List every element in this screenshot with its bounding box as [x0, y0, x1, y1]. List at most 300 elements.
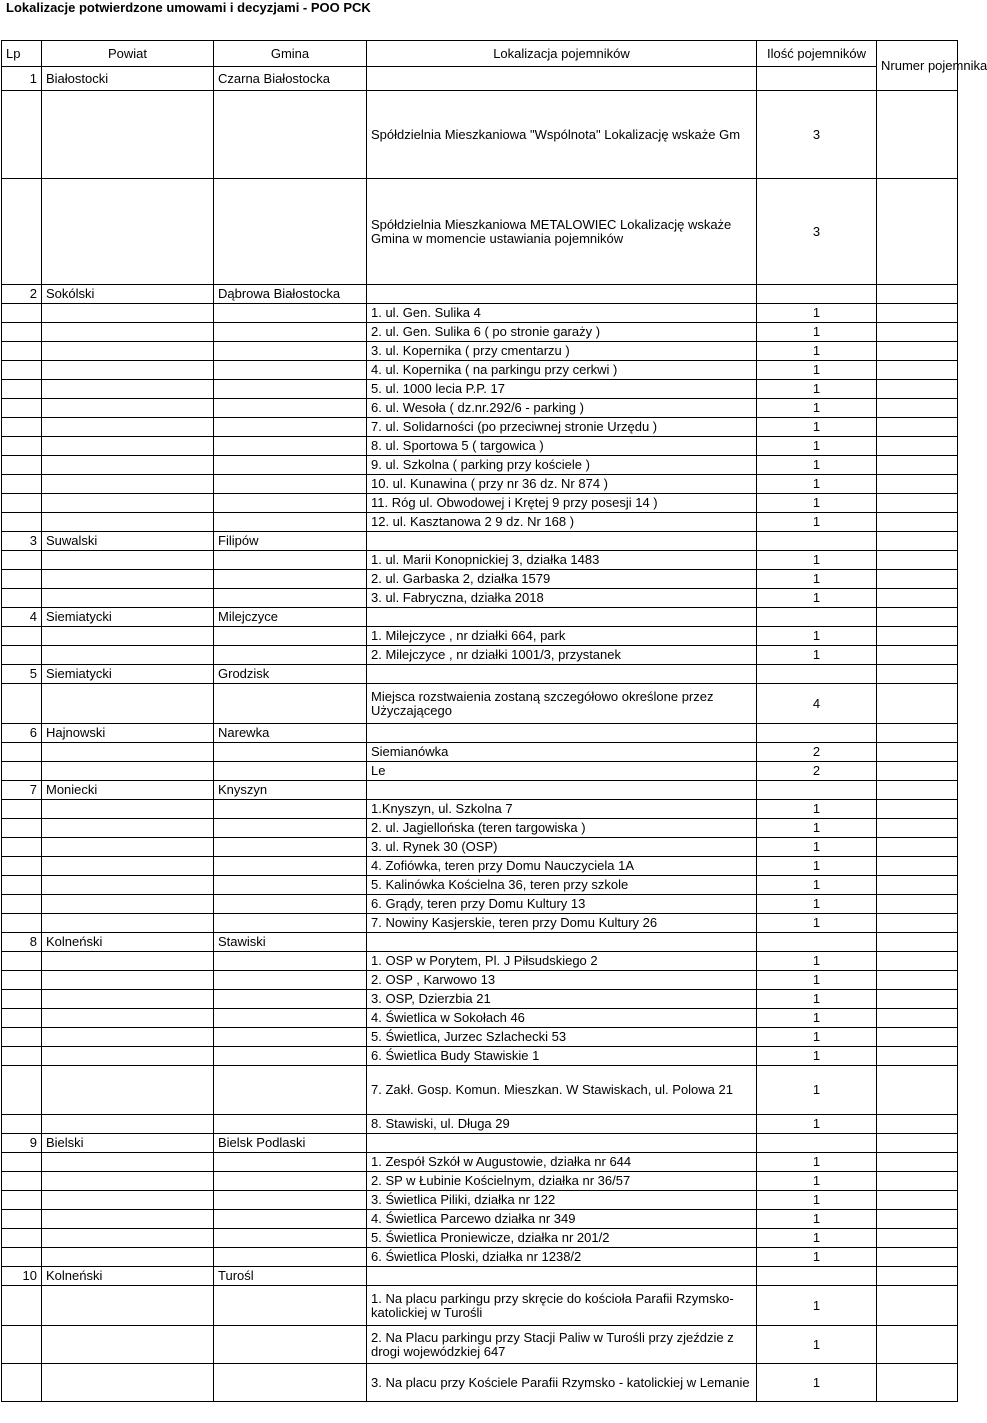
row-location-empty — [367, 608, 757, 627]
cell-qty: 1 — [757, 1326, 877, 1364]
table-row — [2, 990, 958, 1009]
row-qty-empty — [757, 724, 877, 743]
cell-powiat-empty — [42, 418, 214, 437]
cell-qty: 1 — [757, 1229, 877, 1248]
cell-lp-empty — [2, 361, 42, 380]
row-lp: 10 — [2, 1267, 42, 1286]
cell-lp-empty — [2, 684, 42, 724]
cell-nr-empty — [877, 1115, 958, 1134]
cell-nr-empty — [877, 494, 958, 513]
cell-gmina-empty — [214, 914, 367, 933]
cell-lp-empty — [2, 876, 42, 895]
row-powiat: Kolneński — [42, 1267, 214, 1286]
cell-qty: 1 — [757, 380, 877, 399]
cell-location: 3. ul. Kopernika ( przy cmentarzu ) — [367, 342, 757, 361]
cell-location: 1. Na placu parkingu przy skręcie do kościoła Parafii Rzymsko-katolickiej w Turośli — [367, 1286, 757, 1326]
cell-location: 4. Zofiówka, teren przy Domu Nauczyciela 1A — [367, 857, 757, 876]
table-row — [2, 179, 958, 285]
table-row — [2, 971, 958, 990]
row-powiat: Hajnowski — [42, 724, 214, 743]
cell-nr-empty — [877, 304, 958, 323]
cell-gmina-empty — [214, 342, 367, 361]
cell-lp-empty — [2, 91, 42, 179]
cell-qty: 1 — [757, 1364, 877, 1402]
cell-nr-empty — [877, 513, 958, 532]
table-row — [2, 1248, 958, 1267]
cell-location: 7. Nowiny Kasjerskie, teren przy Domu Kultury 26 — [367, 914, 757, 933]
cell-powiat-empty — [42, 684, 214, 724]
cell-nr-empty — [877, 1286, 958, 1326]
cell-qty: 1 — [757, 1028, 877, 1047]
cell-gmina-empty — [214, 570, 367, 589]
cell-lp-empty — [2, 1248, 42, 1267]
cell-gmina-empty — [214, 971, 367, 990]
cell-qty: 1 — [757, 857, 877, 876]
row-lp: 2 — [2, 285, 42, 304]
row-qty-empty — [757, 67, 877, 91]
cell-location: 7. ul. Solidarności (po przeciwnej stronie Urzędu ) — [367, 418, 757, 437]
cell-location: 1.Knyszyn, ul. Szkolna 7 — [367, 800, 757, 819]
cell-location: 5. Świetlica, Jurzec Szlachecki 53 — [367, 1028, 757, 1047]
row-qty-empty — [757, 608, 877, 627]
table-row — [2, 838, 958, 857]
table-row — [2, 952, 958, 971]
cell-nr-empty — [877, 800, 958, 819]
table-row — [2, 1326, 958, 1364]
cell-qty: 1 — [757, 1047, 877, 1066]
cell-nr-empty — [877, 1364, 958, 1402]
row-gmina: Knyszyn — [214, 781, 367, 800]
cell-lp-empty — [2, 646, 42, 665]
cell-lp-empty — [2, 1326, 42, 1364]
cell-nr-empty — [877, 380, 958, 399]
cell-powiat-empty — [42, 513, 214, 532]
cell-powiat-empty — [42, 762, 214, 781]
cell-location: 7. Zakł. Gosp. Komun. Mieszkan. W Stawiskach, ul. Polowa 21 — [367, 1066, 757, 1115]
cell-location: Le — [367, 762, 757, 781]
cell-lp-empty — [2, 990, 42, 1009]
cell-powiat-empty — [42, 1248, 214, 1267]
cell-qty: 1 — [757, 646, 877, 665]
cell-location: 2. Na Placu parkingu przy Stacji Paliw w Turośli przy zjeździe z drogi wojewódzkiej 647 — [367, 1326, 757, 1364]
table-row — [2, 762, 958, 781]
table-row — [2, 437, 958, 456]
row-location-empty — [367, 532, 757, 551]
cell-nr-empty — [877, 914, 958, 933]
row-location-empty — [367, 1267, 757, 1286]
cell-powiat-empty — [42, 399, 214, 418]
cell-powiat-empty — [42, 551, 214, 570]
group-row — [2, 724, 958, 743]
table-row — [2, 361, 958, 380]
cell-nr-empty — [877, 838, 958, 857]
group-row — [2, 933, 958, 952]
table-row — [2, 914, 958, 933]
cell-lp-empty — [2, 895, 42, 914]
cell-lp-empty — [2, 589, 42, 608]
page-title: Lokalizacje potwierdzone umowami i decyzjami - POO PCK — [6, 0, 371, 15]
cell-location: 11. Róg ul. Obwodowej i Krętej 9 przy posesji 14 ) — [367, 494, 757, 513]
cell-qty: 1 — [757, 456, 877, 475]
row-powiat: Moniecki — [42, 781, 214, 800]
table-row — [2, 1115, 958, 1134]
cell-lp-empty — [2, 971, 42, 990]
cell-powiat-empty — [42, 1210, 214, 1229]
cell-qty: 1 — [757, 1153, 877, 1172]
row-lp: 6 — [2, 724, 42, 743]
cell-lp-empty — [2, 304, 42, 323]
cell-qty: 1 — [757, 819, 877, 838]
table-row — [2, 627, 958, 646]
cell-location: 1. Milejczyce , nr działki 664, park — [367, 627, 757, 646]
table-row — [2, 876, 958, 895]
cell-location: 4. Świetlica Parcewo działka nr 349 — [367, 1210, 757, 1229]
cell-gmina-empty — [214, 1229, 367, 1248]
table-row — [2, 646, 958, 665]
cell-gmina-empty — [214, 437, 367, 456]
cell-lp-empty — [2, 819, 42, 838]
table-row — [2, 1153, 958, 1172]
row-lp: 1 — [2, 67, 42, 91]
cell-gmina-empty — [214, 1172, 367, 1191]
cell-nr-empty — [877, 1326, 958, 1364]
cell-nr-empty — [877, 1248, 958, 1267]
table-row — [2, 1286, 958, 1326]
table-row — [2, 380, 958, 399]
row-lp: 7 — [2, 781, 42, 800]
cell-qty: 2 — [757, 743, 877, 762]
cell-nr-empty — [877, 1210, 958, 1229]
cell-qty: 1 — [757, 914, 877, 933]
row-nr-empty — [877, 1134, 958, 1153]
cell-lp-empty — [2, 1066, 42, 1115]
cell-powiat-empty — [42, 627, 214, 646]
cell-qty: 3 — [757, 179, 877, 285]
cell-qty: 4 — [757, 684, 877, 724]
row-powiat: Siemiatycki — [42, 608, 214, 627]
cell-gmina-empty — [214, 1191, 367, 1210]
cell-powiat-empty — [42, 646, 214, 665]
cell-gmina-empty — [214, 179, 367, 285]
table-row — [2, 475, 958, 494]
cell-qty: 1 — [757, 399, 877, 418]
cell-lp-empty — [2, 762, 42, 781]
cell-gmina-empty — [214, 1028, 367, 1047]
cell-nr-empty — [877, 1229, 958, 1248]
cell-lp-empty — [2, 380, 42, 399]
header-ilosc: Ilość pojemników — [757, 41, 877, 67]
cell-nr-empty — [877, 475, 958, 494]
group-row — [2, 665, 958, 684]
table-row — [2, 819, 958, 838]
cell-gmina-empty — [214, 91, 367, 179]
cell-gmina-empty — [214, 1115, 367, 1134]
cell-qty: 1 — [757, 513, 877, 532]
group-row — [2, 532, 958, 551]
row-qty-empty — [757, 665, 877, 684]
cell-qty: 1 — [757, 551, 877, 570]
cell-location: 4. Świetlica w Sokołach 46 — [367, 1009, 757, 1028]
cell-powiat-empty — [42, 971, 214, 990]
cell-gmina-empty — [214, 1286, 367, 1326]
row-location-empty — [367, 933, 757, 952]
cell-location: 3. ul. Rynek 30 (OSP) — [367, 838, 757, 857]
row-location-empty — [367, 665, 757, 684]
cell-location: Miejsca rozstwaienia zostaną szczegółowo określone przez Użyczającego — [367, 684, 757, 724]
cell-nr-empty — [877, 895, 958, 914]
cell-gmina-empty — [214, 1153, 367, 1172]
cell-gmina-empty — [214, 990, 367, 1009]
cell-gmina-empty — [214, 819, 367, 838]
cell-location: 9. ul. Szkolna ( parking przy kościele ) — [367, 456, 757, 475]
header-gmina: Gmina — [214, 41, 367, 67]
cell-qty: 1 — [757, 494, 877, 513]
cell-lp-empty — [2, 1210, 42, 1229]
cell-qty: 1 — [757, 1066, 877, 1115]
cell-lp-empty — [2, 418, 42, 437]
cell-location: 2. OSP , Karwowo 13 — [367, 971, 757, 990]
row-qty-empty — [757, 781, 877, 800]
row-gmina: Czarna Białostocka — [214, 67, 367, 91]
cell-powiat-empty — [42, 456, 214, 475]
row-location-empty — [367, 724, 757, 743]
cell-nr-empty — [877, 91, 958, 179]
cell-gmina-empty — [214, 475, 367, 494]
cell-location: 1. ul. Gen. Sulika 4 — [367, 304, 757, 323]
group-row — [2, 608, 958, 627]
row-gmina: Turośl — [214, 1267, 367, 1286]
cell-nr-empty — [877, 1153, 958, 1172]
group-row — [2, 1267, 958, 1286]
cell-nr-empty — [877, 1066, 958, 1115]
row-powiat: Sokólski — [42, 285, 214, 304]
cell-location: 3. Świetlica Piliki, działka nr 122 — [367, 1191, 757, 1210]
cell-gmina-empty — [214, 1210, 367, 1229]
cell-nr-empty — [877, 1191, 958, 1210]
cell-nr-empty — [877, 323, 958, 342]
locations-table — [1, 40, 987, 1402]
cell-qty: 1 — [757, 1248, 877, 1267]
cell-lp-empty — [2, 342, 42, 361]
cell-lp-empty — [2, 513, 42, 532]
row-gmina: Narewka — [214, 724, 367, 743]
cell-powiat-empty — [42, 361, 214, 380]
cell-gmina-empty — [214, 684, 367, 724]
cell-qty: 1 — [757, 437, 877, 456]
cell-powiat-empty — [42, 1286, 214, 1326]
cell-location: 1. ul. Marii Konopnickiej 3, działka 1483 — [367, 551, 757, 570]
cell-gmina-empty — [214, 494, 367, 513]
cell-qty: 1 — [757, 1191, 877, 1210]
cell-nr-empty — [877, 990, 958, 1009]
row-location-empty — [367, 1134, 757, 1153]
cell-powiat-empty — [42, 838, 214, 857]
cell-nr-empty — [877, 876, 958, 895]
row-qty-empty — [757, 532, 877, 551]
cell-qty: 1 — [757, 570, 877, 589]
cell-gmina-empty — [214, 876, 367, 895]
header-powiat: Powiat — [42, 41, 214, 67]
row-lp: 9 — [2, 1134, 42, 1153]
cell-powiat-empty — [42, 91, 214, 179]
cell-location: 2. ul. Gen. Sulika 6 ( po stronie garaży ) — [367, 323, 757, 342]
cell-qty: 1 — [757, 589, 877, 608]
cell-gmina-empty — [214, 857, 367, 876]
cell-powiat-empty — [42, 876, 214, 895]
cell-location: 4. ul. Kopernika ( na parkingu przy cerkwi ) — [367, 361, 757, 380]
cell-lp-empty — [2, 494, 42, 513]
cell-lp-empty — [2, 838, 42, 857]
cell-lp-empty — [2, 857, 42, 876]
cell-lp-empty — [2, 1009, 42, 1028]
cell-powiat-empty — [42, 589, 214, 608]
table-row — [2, 456, 958, 475]
table-row — [2, 1364, 958, 1402]
row-qty-empty — [757, 1267, 877, 1286]
cell-powiat-empty — [42, 323, 214, 342]
cell-gmina-empty — [214, 551, 367, 570]
cell-powiat-empty — [42, 952, 214, 971]
cell-nr-empty — [877, 1172, 958, 1191]
row-qty-empty — [757, 285, 877, 304]
cell-powiat-empty — [42, 437, 214, 456]
cell-lp-empty — [2, 952, 42, 971]
cell-qty: 1 — [757, 838, 877, 857]
cell-lp-empty — [2, 1172, 42, 1191]
cell-location: 5. ul. 1000 lecia P.P. 17 — [367, 380, 757, 399]
row-nr-empty — [877, 285, 958, 304]
cell-qty: 1 — [757, 971, 877, 990]
cell-gmina-empty — [214, 304, 367, 323]
cell-powiat-empty — [42, 304, 214, 323]
row-powiat: Kolneński — [42, 933, 214, 952]
cell-qty: 2 — [757, 762, 877, 781]
cell-location: 8. Stawiski, ul. Długa 29 — [367, 1115, 757, 1134]
cell-qty: 1 — [757, 1286, 877, 1326]
row-gmina: Grodzisk — [214, 665, 367, 684]
table-row — [2, 551, 958, 570]
table-row — [2, 399, 958, 418]
cell-nr-empty — [877, 1028, 958, 1047]
table-row — [2, 494, 958, 513]
cell-lp-empty — [2, 179, 42, 285]
row-nr-empty — [877, 933, 958, 952]
cell-qty: 1 — [757, 876, 877, 895]
cell-lp-empty — [2, 1286, 42, 1326]
table-row — [2, 743, 958, 762]
table-row — [2, 342, 958, 361]
cell-qty: 1 — [757, 800, 877, 819]
cell-location: 3. ul. Fabryczna, działka 2018 — [367, 589, 757, 608]
row-location-empty — [367, 781, 757, 800]
cell-lp-empty — [2, 456, 42, 475]
table-row — [2, 1191, 958, 1210]
cell-lp-empty — [2, 551, 42, 570]
group-row — [2, 781, 958, 800]
cell-gmina-empty — [214, 1364, 367, 1402]
row-location-empty — [367, 67, 757, 91]
cell-lp-empty — [2, 914, 42, 933]
cell-lp-empty — [2, 399, 42, 418]
row-location-empty — [367, 285, 757, 304]
cell-powiat-empty — [42, 380, 214, 399]
cell-location: 5. Świetlica Proniewicze, działka nr 201/2 — [367, 1229, 757, 1248]
cell-location: 6. Świetlica Budy Stawiskie 1 — [367, 1047, 757, 1066]
cell-gmina-empty — [214, 418, 367, 437]
cell-lp-empty — [2, 1047, 42, 1066]
cell-location: 1. OSP w Porytem, Pl. J Piłsudskiego 2 — [367, 952, 757, 971]
row-gmina: Bielsk Podlaski — [214, 1134, 367, 1153]
cell-nr-empty — [877, 399, 958, 418]
cell-nr-empty — [877, 570, 958, 589]
cell-location: 6. ul. Wesoła ( dz.nr.292/6 - parking ) — [367, 399, 757, 418]
table-row — [2, 895, 958, 914]
row-lp: 5 — [2, 665, 42, 684]
cell-powiat-empty — [42, 1172, 214, 1191]
cell-gmina-empty — [214, 646, 367, 665]
cell-gmina-empty — [214, 1009, 367, 1028]
cell-gmina-empty — [214, 762, 367, 781]
cell-qty: 1 — [757, 1115, 877, 1134]
cell-gmina-empty — [214, 627, 367, 646]
cell-powiat-empty — [42, 1009, 214, 1028]
cell-location: 1. Zespół Szkół w Augustowie, działka nr 644 — [367, 1153, 757, 1172]
cell-qty: 1 — [757, 304, 877, 323]
cell-nr-empty — [877, 952, 958, 971]
cell-nr-empty — [877, 179, 958, 285]
cell-qty: 1 — [757, 952, 877, 971]
cell-nr-empty — [877, 743, 958, 762]
cell-nr-empty — [877, 971, 958, 990]
cell-nr-empty — [877, 342, 958, 361]
cell-powiat-empty — [42, 857, 214, 876]
cell-powiat-empty — [42, 1047, 214, 1066]
cell-gmina-empty — [214, 361, 367, 380]
cell-nr-empty — [877, 418, 958, 437]
cell-nr-empty — [877, 762, 958, 781]
cell-powiat-empty — [42, 494, 214, 513]
cell-powiat-empty — [42, 1153, 214, 1172]
cell-location: 3. OSP, Dzierzbia 21 — [367, 990, 757, 1009]
cell-location: 5. Kalinówka Kościelna 36, teren przy szkole — [367, 876, 757, 895]
cell-location: 6. Grądy, teren przy Domu Kultury 13 — [367, 895, 757, 914]
cell-nr-empty — [877, 646, 958, 665]
cell-powiat-empty — [42, 895, 214, 914]
cell-nr-empty — [877, 551, 958, 570]
cell-qty: 1 — [757, 895, 877, 914]
cell-nr-empty — [877, 627, 958, 646]
header-row — [2, 41, 958, 67]
table-row — [2, 1009, 958, 1028]
group-row — [2, 67, 958, 91]
cell-lp-empty — [2, 570, 42, 589]
cell-lp-empty — [2, 1153, 42, 1172]
row-lp: 3 — [2, 532, 42, 551]
cell-powiat-empty — [42, 475, 214, 494]
cell-gmina-empty — [214, 838, 367, 857]
cell-qty: 1 — [757, 990, 877, 1009]
header-lokalizacja: Lokalizacja pojemników — [367, 41, 757, 67]
cell-powiat-empty — [42, 1028, 214, 1047]
table-row — [2, 857, 958, 876]
table-row — [2, 323, 958, 342]
row-gmina: Stawiski — [214, 933, 367, 952]
table-row — [2, 91, 958, 179]
cell-qty: 1 — [757, 361, 877, 380]
cell-lp-empty — [2, 1028, 42, 1047]
cell-qty: 1 — [757, 342, 877, 361]
cell-qty: 1 — [757, 1172, 877, 1191]
